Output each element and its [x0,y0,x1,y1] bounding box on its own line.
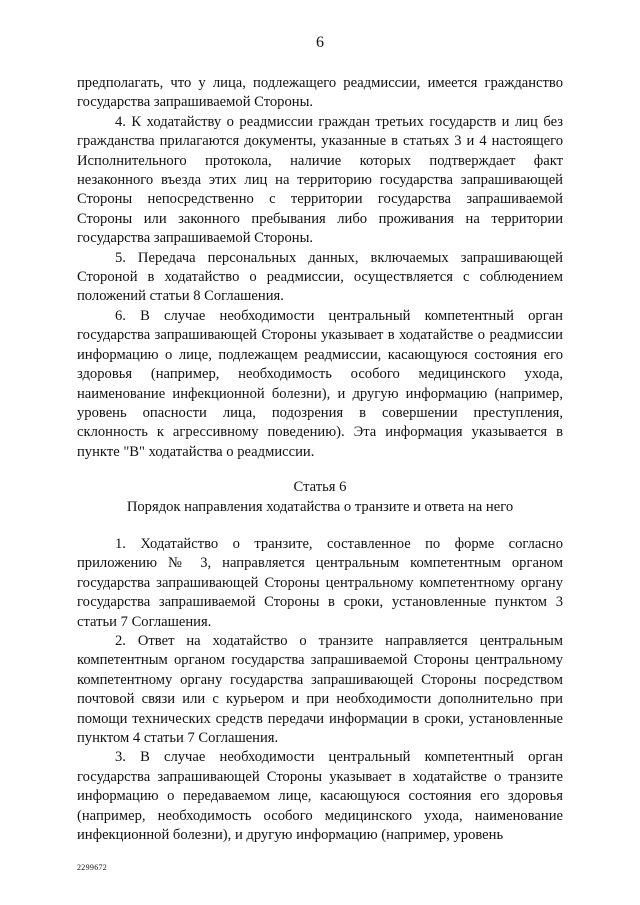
document-body [77,74,563,845]
paragraph-continuation: предполагать, что у лица, подлежащего реадмиссии, имеется гражданство государства запрашиваемой Стороны. [77,75,563,111]
article-title: Статья 6 [293,479,347,496]
article-subtitle: Порядок направления ходатайства о транзите и ответа на него [126,498,514,515]
article-paragraph-3: 3. В случае необходимости центральный компетентный орган государства запрашивающей Стороны указывает в ходатайстве о транзите информацию о передаваемом лице, касающуюся состояния его здоровья (например, необходимость особого медицинского ухода, наименование инфекционной болезни), и другую информацию (например, уровень [77,749,563,844]
page-number: 6 [316,34,324,51]
document-id: 2299672 [77,863,108,872]
paragraph-item-4: 4. К ходатайству о реадмиссии граждан третьих государств и лиц без гражданства прилагаются документы, указанные в статьях 3 и 4 настоящего Исполнительного протокола, наличие которых подтверждает факт незаконного въезда этих лиц на территорию государства запрашивающей Стороны непосредственно с территории государства запрашиваемой Стороны или законного пребывания либо проживания на территории государства запрашиваемой Стороны. [77,113,563,247]
paragraph-item-5: 5. Передача персональных данных, включаемых запрашивающей Стороной в ходатайство о реадмиссии, осуществляется с соблюдением положений статьи 8 Соглашения. [77,249,563,305]
article-paragraph-2: 2. Ответ на ходатайство о транзите направляется центральным компетентным органом государства запрашиваемой Стороны центральному компетентному органу государства запрашивающей Стороны посредством почтовой связи или с курьером и при необходимости дополнительно при помощи технических средств передачи информации в сроки, установленные пунктом 4 статьи 7 Соглашения. [77,632,563,746]
article-paragraph-1: 1. Ходатайство о транзите, составленное по форме согласно приложению № 3, направляется центральным компетентным органом государства запрашивающей Стороны центральному компетентному органу государства запрашиваемой Стороны в сроки, установленные пунктом 3 статьи 7 Соглашения. [77,535,563,630]
article-heading [77,478,563,517]
paragraph-item-6: 6. В случае необходимости центральный компетентный орган государства запрашивающей Стороны указывает в ходатайстве о реадмиссии информацию о лице, подлежащем реадмиссии, касающуюся состояния его здоровья (например, необходимость особого медицинского ухода, наименование инфекционной болезни), и другую информацию (например, уровень опасности лица, подозрения в совершении преступления, склонность к агрессивному поведению). Эта информация указывается в пункте "В" ходатайства о реадмиссии. [77,307,563,460]
